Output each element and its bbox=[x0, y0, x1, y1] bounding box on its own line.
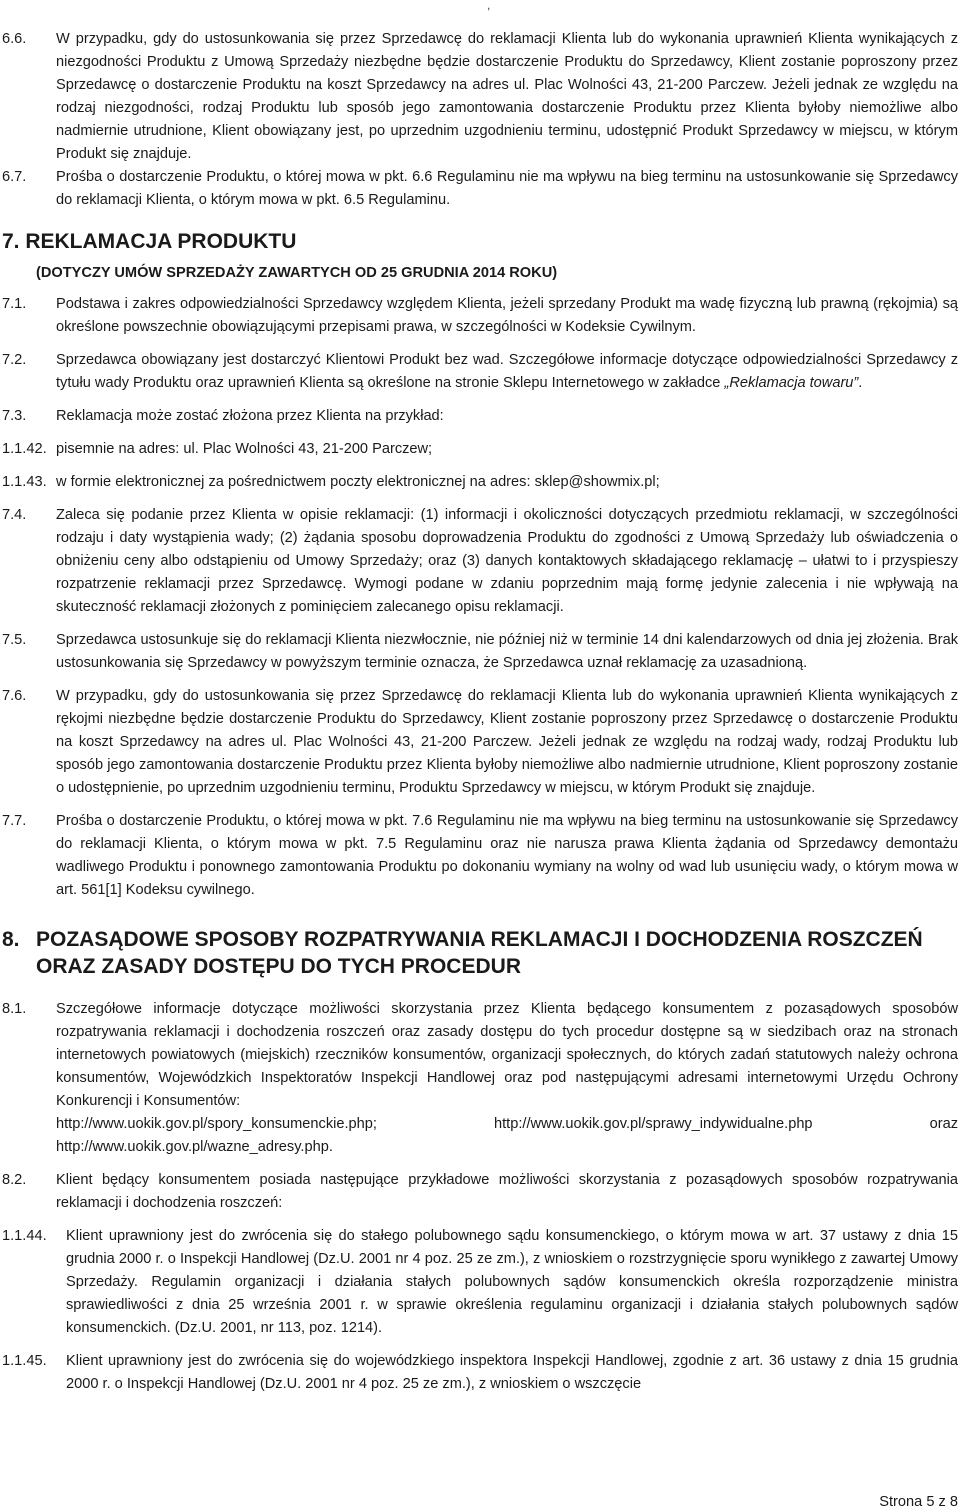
clause-text: W przypadku, gdy do ustosunkowania się przez Sprzedawcę do reklamacji Klienta lub do wykonania uprawnień Klienta wynikających z rękojmi niezbędne będzie dostarczenie Produktu do Sprzedawcy, Klient zostanie poproszony przez Sprzedawcę o dostarczenie Produktu na koszt Sprzedawcy na adres ul. Plac Wolności 43, 21-200 Parczew. Jeżeli jednak ze względu na rodzaj wady, rodzaj Produktu lub sposób jego zamontowania dostarczenie Produktu przez Klienta byłoby niemożliwe albo nadmiernie utrudnione, Klient poproszony zostanie o udostępnienie, po uprzednim uzgodnieniu terminu, Produktu Sprzedawcy w miejscu, w którym Produkt się znajduje. bbox=[56, 688, 958, 796]
clause-7-6 bbox=[0, 685, 960, 800]
clause-text: Podstawa i zakres odpowiedzialności Sprzedawcy względem Klienta, jeżeli sprzedany Produkt ma wadę fizyczną lub prawną (rękojmia) są określone powszechnie obowiązującymi przepisami prawa, w szczególności w Kodeksie Cywilnym. bbox=[56, 296, 958, 335]
clause-text: Klient uprawniony jest do zwrócenia się do stałego polubownego sądu konsumenckiego, o którym mowa w art. 37 ustawy z dnia 15 grudnia 2000 r. o Inspekcji Handlowej (Dz.U. 2001 nr 4 poz. 25 ze zm.), z wnioskiem o rozstrzygnięcie sporu wynikłego z zawartej Umowy Sprzedaży. Regulamin organizacji i działania stałych polubownych sądów konsumenckich określa rozporządzenie ministra sprawiedliwości z dnia 25 września 2001 r. w sprawie określenia regulaminu organizacji i działania stałych polubownych sądów konsumenckich. (Dz.U. 2001, nr 113, poz. 1214). bbox=[66, 1228, 958, 1336]
clause-number: 7.4. bbox=[2, 507, 27, 523]
clause-number: 7.7. bbox=[2, 813, 27, 829]
clause-7-2 bbox=[0, 349, 960, 395]
clause-7-5 bbox=[0, 629, 960, 675]
clause-number: 8.2. bbox=[2, 1172, 27, 1188]
link-wazne-adresy[interactable]: http://www.uokik.gov.pl/wazne_adresy.php. bbox=[56, 1139, 333, 1155]
clause-text-end: . bbox=[858, 375, 863, 391]
clause-text: Sprzedawca ustosunkuje się do reklamacji Klienta niezwłocznie, nie później niż w terminie 14 dni kalendarzowych od dnia jej złożenia. Brak ustosunkowania się Sprzedawcy w powyższym terminie oznacza, że Sprzedawca uznał reklamację za uzasadnioną. bbox=[56, 632, 958, 671]
clause-number: 8.1. bbox=[2, 1001, 27, 1017]
clause-number: 7.1. bbox=[2, 296, 27, 312]
clause-1-1-44 bbox=[0, 1225, 960, 1340]
page-current: 5 bbox=[926, 1494, 935, 1510]
link-conjunction: oraz bbox=[929, 1116, 958, 1132]
section-8-title: POZASĄDOWE SPOSOBY ROZPATRYWANIA REKLAMACJI I DOCHODZENIA ROSZCZEŃ ORAZ ZASADY DOSTĘPU DO TYCH PROCEDUR bbox=[36, 928, 923, 978]
clause-text: pisemnie na adres: ul. Plac Wolności 43, 21-200 Parczew; bbox=[56, 441, 433, 457]
link-spory-konsumenckie[interactable]: http://www.uokik.gov.pl/spory_konsumenckie.php; bbox=[56, 1116, 377, 1132]
clause-text-main: Sprzedawca obowiązany jest dostarczyć Klientowi Produkt bez wad. Szczegółowe informacje dotyczące odpowiedzialności Sprzedawcy z tytułu wady Produktu oraz uprawnień Klienta są określone na stronie Sklepu Internetowego w zakładce bbox=[56, 352, 958, 391]
uokik-links-row bbox=[56, 1113, 958, 1136]
link-sprawy-indywidualne[interactable]: http://www.uokik.gov.pl/sprawy_indywidualne.php bbox=[494, 1116, 813, 1132]
page-label: Strona bbox=[879, 1494, 923, 1510]
clause-text: Prośba o dostarczenie Produktu, o której mowa w pkt. 7.6 Regulaminu nie ma wpływu na bieg terminu na ustosunkowanie się Sprzedawcy do reklamacji Klienta, o którym mowa w pkt. 7.5 Regulaminu oraz nie narusza prawa Klienta żądania od Sprzedawcy demontażu wadliwego Produktu i ponownego zamontowania Produktu po dokonaniu wymiany na wolny od wad lub usunięciu wady, o którym mowa w art. 561[1] Kodeksu cywilnego. bbox=[56, 813, 958, 898]
clause-7-7 bbox=[0, 810, 960, 902]
section-8-number: 8. bbox=[2, 928, 20, 951]
clause-number: 7.6. bbox=[2, 688, 27, 704]
page-of: z bbox=[938, 1494, 946, 1510]
page-number bbox=[879, 1492, 958, 1512]
clause-text-main: Szczegółowe informacje dotyczące możliwości skorzystania przez Klienta będącego konsumentem z pozasądowych sposobów rozpatrywania reklamacji i dochodzenia roszczeń oraz zasady dostępu do tych procedur dostępne są w siedzibach oraz na stronach internetowych powiatowych (miejskich) rzeczników konsumentów, organizacji społecznych, do których zadań statutowych należy ochrona konsumentów, Wojewódzkich Inspektoratów Inspekcji Handlowej oraz pod następującymi adresami internetowymi Urzędu Ochrony Konkurencji i Konsumentów: bbox=[56, 1001, 958, 1109]
clause-1-1-45 bbox=[0, 1350, 960, 1396]
clause-number: 1.1.44. bbox=[2, 1228, 47, 1244]
clause-8-1 bbox=[0, 998, 960, 1159]
clause-1-1-42 bbox=[0, 438, 960, 461]
clause-7-1 bbox=[0, 293, 960, 339]
clause-text: W przypadku, gdy do ustosunkowania się przez Sprzedawcę do reklamacji Klienta lub do wykonania uprawnień Klienta wynikających z niezgodności Produktu z Umową Sprzedaży niezbędne będzie dostarczenie Produktu do Sprzedawcy, Klient zostanie poproszony przez Sprzedawcę o dostarczenie Produktu na koszt Sprzedawcy na adres ul. Plac Wolności 43, 21-200 Parczew. Jeżeli jednak ze względu na rodzaj niezgodności, rodzaj Produktu lub sposób jego zamontowania dostarczenie Produktu przez Klienta byłoby niemożliwe albo nadmiernie utrudnione, Klient obowiązany jest, po uprzednim uzgodnieniu terminu, udostępnić Produkt Sprzedawcy w miejscu, w którym Produkt się znajduje. bbox=[56, 31, 958, 162]
section-7-subtitle: (DOTYCZY UMÓW SPRZEDAŻY ZAWARTYCH OD 25 GRUDNIA 2014 ROKU) bbox=[36, 265, 558, 281]
clause-number: 7.5. bbox=[2, 632, 27, 648]
page-total: 8 bbox=[949, 1494, 958, 1510]
clause-text: w formie elektronicznej za pośrednictwem poczty elektronicznej na adres: sklep@showmix.pl; bbox=[56, 474, 660, 490]
clause-text bbox=[56, 998, 960, 1159]
clause-number: 1.1.42. bbox=[2, 441, 47, 457]
clause-number: 7.3. bbox=[2, 408, 27, 424]
clause-8-2 bbox=[0, 1169, 960, 1215]
clause-text: Prośba o dostarczenie Produktu, o której mowa w pkt. 6.6 Regulaminu nie ma wpływu na bieg terminu na ustosunkowanie się Sprzedawcy do reklamacji Klienta, o którym mowa w pkt. 6.5 Regulaminu. bbox=[56, 169, 958, 208]
clause-number: 7.2. bbox=[2, 352, 27, 368]
complaint-tab-name: „Reklamacja towaru” bbox=[724, 375, 859, 391]
clause-7-3 bbox=[0, 405, 960, 428]
clause-text: Klient uprawniony jest do zwrócenia się do wojewódzkiego inspektora Inspekcji Handlowej, zgodnie z art. 36 ustawy z dnia 15 grudnia 2000 r. o Inspekcji Handlowej (Dz.U. 2001 nr 4 poz. 25 ze zm.), z wnioskiem o wszczęcie bbox=[66, 1353, 958, 1392]
section-7-heading bbox=[2, 229, 960, 283]
top-mark: , bbox=[487, 0, 491, 12]
section-7-title: 7. REKLAMACJA PRODUKTU bbox=[2, 230, 297, 253]
clause-text bbox=[56, 349, 960, 395]
clause-number: 1.1.43. bbox=[2, 474, 47, 490]
clause-7-4 bbox=[0, 504, 960, 619]
clause-1-1-43 bbox=[0, 471, 960, 494]
clause-number: 6.7. bbox=[2, 169, 27, 185]
clause-6-7 bbox=[0, 166, 960, 212]
clause-text: Reklamacja może zostać złożona przez Klienta na przykład: bbox=[56, 408, 444, 424]
clause-text: Klient będący konsumentem posiada następujące przykładowe możliwości skorzystania z pozasądowych sposobów rozpatrywania reklamacji i dochodzenia roszczeń: bbox=[56, 1172, 958, 1211]
section-8-heading bbox=[2, 926, 960, 980]
clause-number: 6.6. bbox=[2, 31, 27, 47]
clause-6-6 bbox=[0, 28, 960, 166]
clause-number: 1.1.45. bbox=[2, 1353, 47, 1369]
clause-text: Zaleca się podanie przez Klienta w opisie reklamacji: (1) informacji i okoliczności dotyczących przedmiotu reklamacji, w szczególności rodzaju i daty wystąpienia wady; (2) żądania sposobu doprowadzenia Produktu do zgodności z Umową Sprzedaży lub oświadczenia o obniżeniu ceny albo odstąpieniu od Umowy Sprzedaży; oraz (3) danych kontaktowych składającego reklamację – ułatwi to i przyspieszy rozpatrzenie reklamacji przez Sprzedawcę. Wymogi podane w zdaniu poprzednim mają formę jedynie zalecenia i nie wpływają na skuteczność reklamacji złożonych z pominięciem zalecanego opisu reklamacji. bbox=[56, 507, 958, 615]
